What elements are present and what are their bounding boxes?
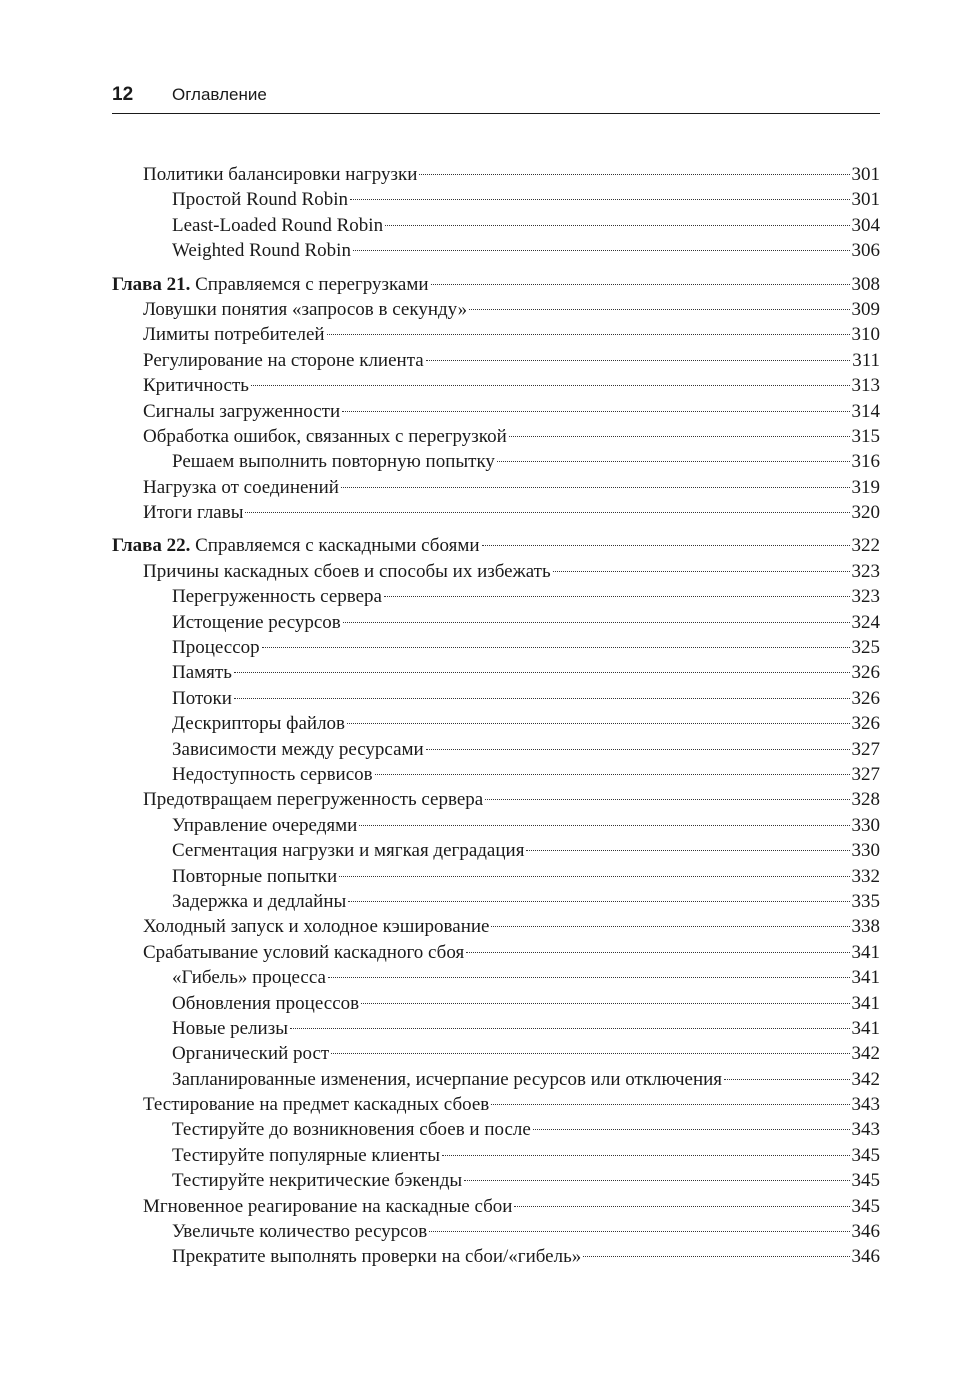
dot-leader xyxy=(442,1155,850,1156)
toc-entry-text: Тестируйте популярные клиенты xyxy=(172,1144,440,1166)
toc-entry[interactable] xyxy=(112,991,880,1016)
toc-entry-title xyxy=(172,635,260,660)
toc-entry-text: Политики балансировки нагрузки xyxy=(143,164,418,185)
toc-entry-title xyxy=(172,660,232,685)
toc-entry-title xyxy=(172,762,373,787)
toc-entry[interactable] xyxy=(112,914,880,939)
toc-entry[interactable] xyxy=(112,711,880,736)
toc-page-number: 341 xyxy=(851,967,880,989)
toc-entry-title xyxy=(172,1219,427,1244)
toc-entry-title xyxy=(112,272,429,297)
toc-entry-title xyxy=(172,1143,440,1168)
toc-entry-text: Органический рост xyxy=(172,1043,330,1065)
dot-leader xyxy=(290,1028,850,1029)
toc-page-number: 341 xyxy=(851,992,880,1014)
toc-entry-title xyxy=(143,559,551,584)
toc-page-number: 345 xyxy=(851,1170,880,1192)
toc-page-number: 313 xyxy=(851,375,880,397)
dot-leader xyxy=(431,284,850,285)
dot-leader xyxy=(469,309,849,310)
toc-entry-text: Холодный запуск и холодное кэширование xyxy=(143,916,490,938)
toc-entry-text: Простой Round Robin xyxy=(172,189,348,211)
toc-entry-text: «Гибель» процесса xyxy=(172,967,326,989)
toc-entry-title xyxy=(143,1194,512,1219)
toc-entry-text: Прекратите выполнять проверки на сбои/«гибель» xyxy=(172,1246,582,1268)
toc-page-number: 325 xyxy=(851,637,880,659)
dot-leader xyxy=(583,1256,849,1257)
toc-entry[interactable] xyxy=(112,965,880,990)
toc-entry-title xyxy=(172,1016,288,1041)
toc-entry-text: Тестирование на предмет каскадных сбоев xyxy=(143,1094,490,1116)
toc-entry[interactable] xyxy=(112,787,880,812)
toc-entry-title xyxy=(172,238,351,263)
toc-entry-title xyxy=(172,1067,722,1092)
toc-entry-text: Сигналы загруженности xyxy=(143,400,341,422)
dot-leader xyxy=(359,825,849,826)
chapter-number: Глава 22. xyxy=(112,535,191,557)
dot-leader xyxy=(482,545,850,546)
toc-page-number: 310 xyxy=(851,324,880,346)
toc-entry-text: Новые релизы xyxy=(172,1017,288,1039)
toc-page-number: 326 xyxy=(851,687,880,709)
toc-entry-title xyxy=(112,533,480,558)
dot-leader xyxy=(724,1079,849,1080)
dot-leader xyxy=(375,774,850,775)
toc-page-number: 323 xyxy=(851,560,880,582)
toc-entry[interactable] xyxy=(112,424,880,449)
dot-leader xyxy=(343,622,850,623)
toc-page-number: 327 xyxy=(851,763,880,785)
toc-entry-text: Сегментация нагрузки и мягкая деградация xyxy=(172,840,525,862)
toc-page-number: 326 xyxy=(851,662,880,684)
toc-entry[interactable] xyxy=(112,762,880,787)
toc-entry[interactable] xyxy=(112,348,880,373)
toc-entry-title xyxy=(143,424,507,449)
toc-entry[interactable] xyxy=(112,1219,880,1244)
dot-leader xyxy=(491,926,849,927)
toc-page-number: 311 xyxy=(852,349,880,371)
toc-page-number: 342 xyxy=(851,1068,880,1090)
toc-entry[interactable] xyxy=(112,238,880,263)
toc-entry-title xyxy=(172,1244,581,1269)
dot-leader xyxy=(466,952,849,953)
toc-entry[interactable] xyxy=(112,187,880,212)
toc-entry-text: Обновления процессов xyxy=(172,992,360,1014)
toc-page-number: 345 xyxy=(851,1195,880,1217)
toc-entry-text: Срабатывание условий каскадного сбоя xyxy=(143,941,465,963)
dot-leader xyxy=(426,749,850,750)
dot-leader xyxy=(353,250,850,251)
toc-entry-title xyxy=(172,610,341,635)
dot-leader xyxy=(385,225,849,226)
toc-entry-text: Дескрипторы файлов xyxy=(172,713,346,735)
toc-entry[interactable] xyxy=(112,584,880,609)
chapter-number: Глава 21. xyxy=(112,273,191,295)
toc-entry-title xyxy=(172,213,383,238)
toc-page-number: 316 xyxy=(851,451,880,473)
dot-leader xyxy=(350,199,850,200)
toc-entry-text: Регулирование на стороне клиента xyxy=(143,349,424,371)
toc-page-number: 343 xyxy=(851,1119,880,1141)
toc-entry-text: Решаем выполнить повторную попытку xyxy=(172,451,495,473)
dot-leader xyxy=(328,977,850,978)
toc-entry-text: Потоки xyxy=(172,687,232,709)
toc-entry[interactable] xyxy=(112,399,880,424)
dot-leader xyxy=(497,461,850,462)
toc-entry[interactable] xyxy=(112,660,880,685)
toc-entry[interactable] xyxy=(112,559,880,584)
toc-entry-text: Процессор xyxy=(172,637,260,659)
toc-entry[interactable] xyxy=(112,610,880,635)
toc-page-number: 308 xyxy=(851,273,880,295)
toc-entry[interactable] xyxy=(112,373,880,398)
page-number: 12 xyxy=(112,84,134,105)
toc-entry-title xyxy=(172,737,424,762)
toc-entry-text: Least-Loaded Round Robin xyxy=(172,214,384,236)
toc-entry-text: Зависимости между ресурсами xyxy=(172,738,424,760)
toc-page-number: 319 xyxy=(851,476,880,498)
toc-entry-title xyxy=(143,940,464,965)
toc-entry[interactable] xyxy=(112,686,880,711)
toc-entry-text: Ловушки понятия «запросов в секунду» xyxy=(143,298,468,320)
toc-page-number: 345 xyxy=(851,1144,880,1166)
toc-entry-text: Справляемся с каскадными сбоями xyxy=(195,535,480,557)
toc-entry-text: Нагрузка от соединений xyxy=(143,476,339,498)
dot-leader xyxy=(526,850,849,851)
dot-leader xyxy=(245,512,849,513)
dot-leader xyxy=(339,876,849,877)
toc-page-number: 330 xyxy=(851,840,880,862)
toc-page-number: 342 xyxy=(851,1043,880,1065)
toc-entry-title xyxy=(172,1117,531,1142)
toc-entry-title xyxy=(172,838,524,863)
page-header xyxy=(112,84,880,114)
dot-leader xyxy=(464,1180,849,1181)
toc-entry-text: Задержка и дедлайны xyxy=(172,890,347,912)
toc-page-number: 341 xyxy=(851,1017,880,1039)
toc-page-number: 341 xyxy=(851,941,880,963)
toc-entry-title xyxy=(172,1168,462,1193)
dot-leader xyxy=(491,1104,849,1105)
toc-entry-text: Критичность xyxy=(143,375,249,397)
toc-chapter-entry[interactable] xyxy=(112,533,880,558)
toc-entry-text: Повторные попытки xyxy=(172,865,338,887)
toc-entry-text: Перегруженность сервера xyxy=(172,586,382,608)
table-of-contents xyxy=(112,162,880,1270)
dot-leader xyxy=(514,1206,849,1207)
toc-entry[interactable] xyxy=(112,864,880,889)
toc-entry[interactable] xyxy=(112,635,880,660)
toc-page-number: 320 xyxy=(851,502,880,524)
toc-entry-title xyxy=(172,889,346,914)
toc-entry[interactable] xyxy=(112,940,880,965)
toc-entry[interactable] xyxy=(112,889,880,914)
toc-page-number: 328 xyxy=(851,789,880,811)
toc-page-number: 322 xyxy=(851,535,880,557)
toc-entry[interactable] xyxy=(112,500,880,525)
toc-entry-text: Увеличьте количество ресурсов xyxy=(172,1221,428,1243)
toc-entry-title xyxy=(172,584,382,609)
dot-leader xyxy=(327,334,850,335)
toc-entry-title xyxy=(143,1092,489,1117)
dot-leader xyxy=(384,596,850,597)
toc-page-number: 346 xyxy=(851,1221,880,1243)
toc-entry-text: Тестируйте до возникновения сбоев и после xyxy=(172,1119,531,1141)
dot-leader xyxy=(262,647,850,648)
running-title: Оглавление xyxy=(172,85,267,104)
toc-entry[interactable] xyxy=(112,213,880,238)
toc-page-number: 301 xyxy=(851,164,880,185)
toc-entry-text: Причины каскадных сбоев и способы их избежать xyxy=(143,560,551,582)
toc-page-number: 314 xyxy=(851,400,880,422)
dot-leader xyxy=(347,723,849,724)
toc-page-number: 338 xyxy=(851,916,880,938)
toc-entry[interactable] xyxy=(112,449,880,474)
toc-entry-title xyxy=(172,864,337,889)
toc-page-number: 304 xyxy=(851,214,880,236)
toc-entry-text: Weighted Round Robin xyxy=(172,240,351,262)
toc-entry[interactable] xyxy=(112,1194,880,1219)
toc-entry[interactable] xyxy=(112,475,880,500)
toc-entry-text: Недоступность сервисов xyxy=(172,763,373,785)
toc-entry-text: Тестируйте некритические бэкенды xyxy=(172,1170,463,1192)
toc-entry[interactable] xyxy=(112,1168,880,1193)
toc-entry-text: Лимиты потребителей xyxy=(143,324,325,346)
toc-entry[interactable] xyxy=(112,162,880,187)
toc-entry-title xyxy=(143,475,339,500)
toc-entry-text: Запланированные изменения, исчерпание ресурсов или отключения xyxy=(172,1068,723,1090)
dot-leader xyxy=(342,411,849,412)
toc-page-number: 335 xyxy=(851,890,880,912)
toc-entry[interactable] xyxy=(112,1244,880,1269)
toc-entry-text: Управление очередями xyxy=(172,814,358,836)
toc-entry-title xyxy=(143,914,489,939)
toc-entry-text: Обработка ошибок, связанных с перегрузкой xyxy=(143,425,507,447)
toc-entry-text: Мгновенное реагирование на каскадные сбои xyxy=(143,1195,513,1217)
toc-page-number: 346 xyxy=(851,1246,880,1268)
toc-entry-title xyxy=(143,373,249,398)
toc-page-number: 330 xyxy=(851,814,880,836)
toc-entry[interactable] xyxy=(112,1041,880,1066)
toc-entry[interactable] xyxy=(112,813,880,838)
toc-entry-text: Итоги главы xyxy=(143,502,244,524)
dot-leader xyxy=(509,436,850,437)
toc-entry-title xyxy=(172,449,495,474)
toc-page-number: 343 xyxy=(851,1094,880,1116)
toc-entry-text: Истощение ресурсов xyxy=(172,611,341,633)
toc-entry[interactable] xyxy=(112,1016,880,1041)
toc-entry-title xyxy=(143,297,467,322)
toc-entry-title xyxy=(143,322,325,347)
dot-leader xyxy=(234,672,850,673)
toc-entry-title xyxy=(172,813,357,838)
toc-page-number: 306 xyxy=(851,240,880,262)
toc-entry[interactable] xyxy=(112,1117,880,1142)
dot-leader xyxy=(419,174,849,175)
dot-leader xyxy=(234,698,850,699)
toc-entry-title xyxy=(143,500,243,525)
toc-entry-text: Предотвращаем перегруженность сервера xyxy=(143,789,484,811)
dot-leader xyxy=(553,571,850,572)
toc-entry[interactable] xyxy=(112,1092,880,1117)
toc-entry-title xyxy=(172,1041,329,1066)
toc-page-number: 326 xyxy=(851,713,880,735)
toc-entry[interactable] xyxy=(112,1143,880,1168)
toc-entry-title xyxy=(172,965,326,990)
dot-leader xyxy=(331,1053,849,1054)
dot-leader xyxy=(429,1231,849,1232)
dot-leader xyxy=(251,385,850,386)
toc-entry[interactable] xyxy=(112,838,880,863)
toc-entry[interactable] xyxy=(112,297,880,322)
toc-entry-title xyxy=(172,991,359,1016)
toc-entry-title xyxy=(143,162,417,187)
dot-leader xyxy=(426,360,851,361)
dot-leader xyxy=(348,901,849,902)
toc-entry[interactable] xyxy=(112,737,880,762)
dot-leader xyxy=(361,1003,849,1004)
toc-page-number: 301 xyxy=(851,189,880,211)
toc-entry-title xyxy=(143,787,483,812)
toc-entry-title xyxy=(143,348,424,373)
toc-chapter-entry[interactable] xyxy=(112,272,880,297)
toc-entry-title xyxy=(172,187,348,212)
toc-page-number: 315 xyxy=(851,425,880,447)
toc-entry[interactable] xyxy=(112,322,880,347)
toc-page-number: 309 xyxy=(851,298,880,320)
toc-entry-text: Память xyxy=(172,662,232,684)
dot-leader xyxy=(485,799,849,800)
toc-page-number: 324 xyxy=(851,611,880,633)
dot-leader xyxy=(533,1129,850,1130)
toc-page-number: 323 xyxy=(851,586,880,608)
dot-leader xyxy=(341,487,850,488)
toc-page-number: 332 xyxy=(851,865,880,887)
toc-page-number: 327 xyxy=(851,738,880,760)
toc-entry-title xyxy=(172,686,232,711)
toc-entry-text: Справляемся с перегрузками xyxy=(195,273,429,295)
toc-entry-title xyxy=(143,399,340,424)
toc-entry-title xyxy=(172,711,345,736)
toc-entry[interactable] xyxy=(112,1067,880,1092)
